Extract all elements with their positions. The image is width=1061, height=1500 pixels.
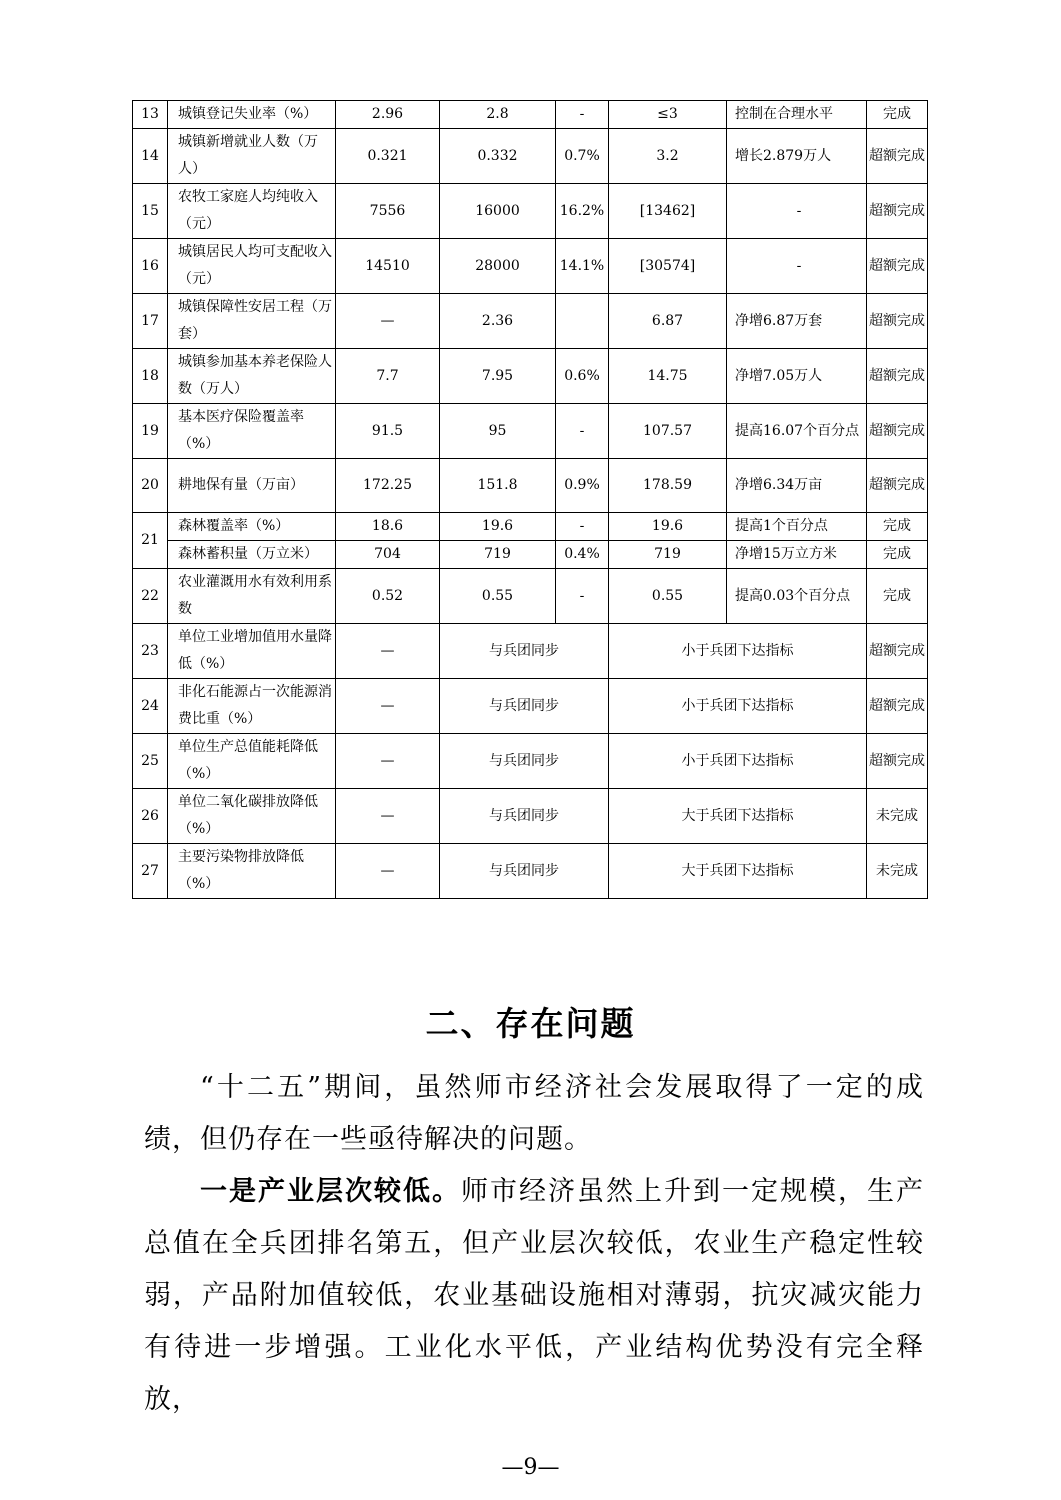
target-2015: 与兵团同步 bbox=[440, 679, 609, 734]
annual-growth bbox=[556, 294, 609, 349]
explanation: 净增7.05万人 bbox=[727, 349, 867, 404]
row-number: 13 bbox=[133, 101, 168, 129]
actual-2015: [13462] bbox=[609, 184, 727, 239]
indicator-name: 非化石能源占一次能源消费比重（%） bbox=[168, 679, 336, 734]
target-2015: 2.36 bbox=[440, 294, 556, 349]
completion-status: 超额完成 bbox=[867, 239, 928, 294]
row-number: 15 bbox=[133, 184, 168, 239]
indicator-name: 基本医疗保险覆盖率（%） bbox=[168, 404, 336, 459]
completion-status: 超额完成 bbox=[867, 404, 928, 459]
indicator-name: 农业灌溉用水有效利用系数 bbox=[168, 569, 336, 624]
value-2010: 14510 bbox=[336, 239, 440, 294]
indicator-name: 城镇参加基本养老保险人数（万人） bbox=[168, 349, 336, 404]
table-row bbox=[133, 239, 928, 294]
row-number: 16 bbox=[133, 239, 168, 294]
indicator-name: 森林覆盖率（%） bbox=[168, 513, 336, 541]
row-number: 24 bbox=[133, 679, 168, 734]
table-row bbox=[133, 184, 928, 239]
row-number: 22 bbox=[133, 569, 168, 624]
explanation: 提高1个百分点 bbox=[727, 513, 867, 541]
target-2015: 95 bbox=[440, 404, 556, 459]
row-number: 21 bbox=[133, 513, 168, 569]
value-2010: 91.5 bbox=[336, 404, 440, 459]
actual-2015: 0.55 bbox=[609, 569, 727, 624]
row-number: 14 bbox=[133, 129, 168, 184]
completion-status: 完成 bbox=[867, 541, 928, 569]
completion-status: 超额完成 bbox=[867, 129, 928, 184]
target-2015: 2.8 bbox=[440, 101, 556, 129]
target-2015: 0.55 bbox=[440, 569, 556, 624]
target-2015: 28000 bbox=[440, 239, 556, 294]
row-number: 25 bbox=[133, 734, 168, 789]
target-2015: 与兵团同步 bbox=[440, 789, 609, 844]
annual-growth: 14.1% bbox=[556, 239, 609, 294]
paragraph-intro: “十二五”期间，虽然师市经济社会发展取得了一定的成绩，但仍存在一些亟待解决的问题。 bbox=[144, 1072, 924, 1155]
completion-status: 超额完成 bbox=[867, 184, 928, 239]
actual-2015: 19.6 bbox=[609, 513, 727, 541]
value-2010: — bbox=[336, 734, 440, 789]
explanation: - bbox=[727, 239, 867, 294]
actual-2015: [30574] bbox=[609, 239, 727, 294]
table-row bbox=[133, 349, 928, 404]
actual-2015: ≤3 bbox=[609, 101, 727, 129]
indicator-table bbox=[132, 100, 928, 899]
indicator-name: 城镇居民人均可支配收入（元） bbox=[168, 239, 336, 294]
completion-status: 超额完成 bbox=[867, 294, 928, 349]
row-number: 17 bbox=[133, 294, 168, 349]
annual-growth: 0.4% bbox=[556, 541, 609, 569]
table-row bbox=[133, 624, 928, 679]
table-row bbox=[133, 789, 928, 844]
table-row bbox=[133, 541, 928, 569]
completion-status: 完成 bbox=[867, 569, 928, 624]
explanation: 控制在合理水平 bbox=[727, 101, 867, 129]
annual-growth: 0.7% bbox=[556, 129, 609, 184]
annual-growth: - bbox=[556, 513, 609, 541]
completion-status: 超额完成 bbox=[867, 679, 928, 734]
actual-2015: 3.2 bbox=[609, 129, 727, 184]
annual-growth: - bbox=[556, 101, 609, 129]
value-2010: 0.321 bbox=[336, 129, 440, 184]
completion-status: 完成 bbox=[867, 101, 928, 129]
completion-status: 完成 bbox=[867, 513, 928, 541]
paragraph-industry bbox=[144, 1166, 924, 1426]
value-2010: 704 bbox=[336, 541, 440, 569]
table-row bbox=[133, 569, 928, 624]
value-2010: — bbox=[336, 679, 440, 734]
completion-status: 超额完成 bbox=[867, 734, 928, 789]
explanation: 增长2.879万人 bbox=[727, 129, 867, 184]
actual-2015: 178.59 bbox=[609, 459, 727, 513]
row-number: 18 bbox=[133, 349, 168, 404]
explanation: 净增15万立方米 bbox=[727, 541, 867, 569]
table-row bbox=[133, 459, 928, 513]
target-2015: 719 bbox=[440, 541, 556, 569]
table-row bbox=[133, 679, 928, 734]
value-2010: 7556 bbox=[336, 184, 440, 239]
target-2015: 7.95 bbox=[440, 349, 556, 404]
row-number: 20 bbox=[133, 459, 168, 513]
actual-2015: 6.87 bbox=[609, 294, 727, 349]
value-2010: 172.25 bbox=[336, 459, 440, 513]
table-row bbox=[133, 129, 928, 184]
table-row bbox=[133, 844, 928, 899]
indicator-name: 耕地保有量（万亩） bbox=[168, 459, 336, 513]
annual-growth: - bbox=[556, 569, 609, 624]
value-2010: — bbox=[336, 789, 440, 844]
value-2010: — bbox=[336, 844, 440, 899]
indicator-name: 城镇登记失业率（%） bbox=[168, 101, 336, 129]
target-2015: 16000 bbox=[440, 184, 556, 239]
table-row bbox=[133, 404, 928, 459]
target-2015: 151.8 bbox=[440, 459, 556, 513]
actual-2015: 小于兵团下达指标 bbox=[609, 624, 867, 679]
target-2015: 与兵团同步 bbox=[440, 844, 609, 899]
value-2010: 7.7 bbox=[336, 349, 440, 404]
paragraph-lead: 一是产业层次较低。 bbox=[200, 1176, 461, 1207]
indicator-name: 农牧工家庭人均纯收入（元） bbox=[168, 184, 336, 239]
value-2010: — bbox=[336, 624, 440, 679]
table-row bbox=[133, 294, 928, 349]
explanation: - bbox=[727, 184, 867, 239]
indicator-table-wrapper bbox=[132, 100, 927, 899]
target-2015: 与兵团同步 bbox=[440, 624, 609, 679]
indicator-name: 单位二氧化碳排放降低（%） bbox=[168, 789, 336, 844]
row-number: 26 bbox=[133, 789, 168, 844]
indicator-name: 单位工业增加值用水量降低（%） bbox=[168, 624, 336, 679]
completion-status: 超额完成 bbox=[867, 459, 928, 513]
annual-growth: 0.9% bbox=[556, 459, 609, 513]
value-2010: 0.52 bbox=[336, 569, 440, 624]
annual-growth: 0.6% bbox=[556, 349, 609, 404]
row-number: 19 bbox=[133, 404, 168, 459]
indicator-name: 城镇新增就业人数（万人） bbox=[168, 129, 336, 184]
actual-2015: 107.57 bbox=[609, 404, 727, 459]
table-row bbox=[133, 513, 928, 541]
value-2010: 2.96 bbox=[336, 101, 440, 129]
table-row bbox=[133, 101, 928, 129]
indicator-name: 单位生产总值能耗降低（%） bbox=[168, 734, 336, 789]
target-2015: 19.6 bbox=[440, 513, 556, 541]
explanation: 提高16.07个百分点 bbox=[727, 404, 867, 459]
annual-growth: 16.2% bbox=[556, 184, 609, 239]
explanation: 净增6.34万亩 bbox=[727, 459, 867, 513]
actual-2015: 14.75 bbox=[609, 349, 727, 404]
indicator-name: 森林蓄积量（万立米） bbox=[168, 541, 336, 569]
row-number: 23 bbox=[133, 624, 168, 679]
annual-growth: - bbox=[556, 404, 609, 459]
actual-2015: 小于兵团下达指标 bbox=[609, 734, 867, 789]
target-2015: 与兵团同步 bbox=[440, 734, 609, 789]
paragraph-body: 师市经济虽然上升到一定规模，生产总值在全兵团排名第五，但产业层次较低，农业生产稳定性较弱，产品附加值较低，农业基础设施相对薄弱，抗灾减灾能力有待进一步增强。工业化水平低，产业结构优势没有完全释放， bbox=[144, 1176, 924, 1415]
explanation: 净增6.87万套 bbox=[727, 294, 867, 349]
indicator-name: 城镇保障性安居工程（万套） bbox=[168, 294, 336, 349]
target-2015: 0.332 bbox=[440, 129, 556, 184]
table-row bbox=[133, 734, 928, 789]
completion-status: 超额完成 bbox=[867, 349, 928, 404]
value-2010: 18.6 bbox=[336, 513, 440, 541]
page-number: —9— bbox=[501, 1455, 560, 1480]
row-number: 27 bbox=[133, 844, 168, 899]
completion-status: 未完成 bbox=[867, 789, 928, 844]
completion-status: 未完成 bbox=[867, 844, 928, 899]
actual-2015: 大于兵团下达指标 bbox=[609, 789, 867, 844]
explanation: 提高0.03个百分点 bbox=[727, 569, 867, 624]
section-heading: 二、存在问题 bbox=[425, 1004, 636, 1043]
actual-2015: 小于兵团下达指标 bbox=[609, 679, 867, 734]
indicator-name: 主要污染物排放降低（%） bbox=[168, 844, 336, 899]
actual-2015: 大于兵团下达指标 bbox=[609, 844, 867, 899]
completion-status: 超额完成 bbox=[867, 624, 928, 679]
actual-2015: 719 bbox=[609, 541, 727, 569]
value-2010: — bbox=[336, 294, 440, 349]
